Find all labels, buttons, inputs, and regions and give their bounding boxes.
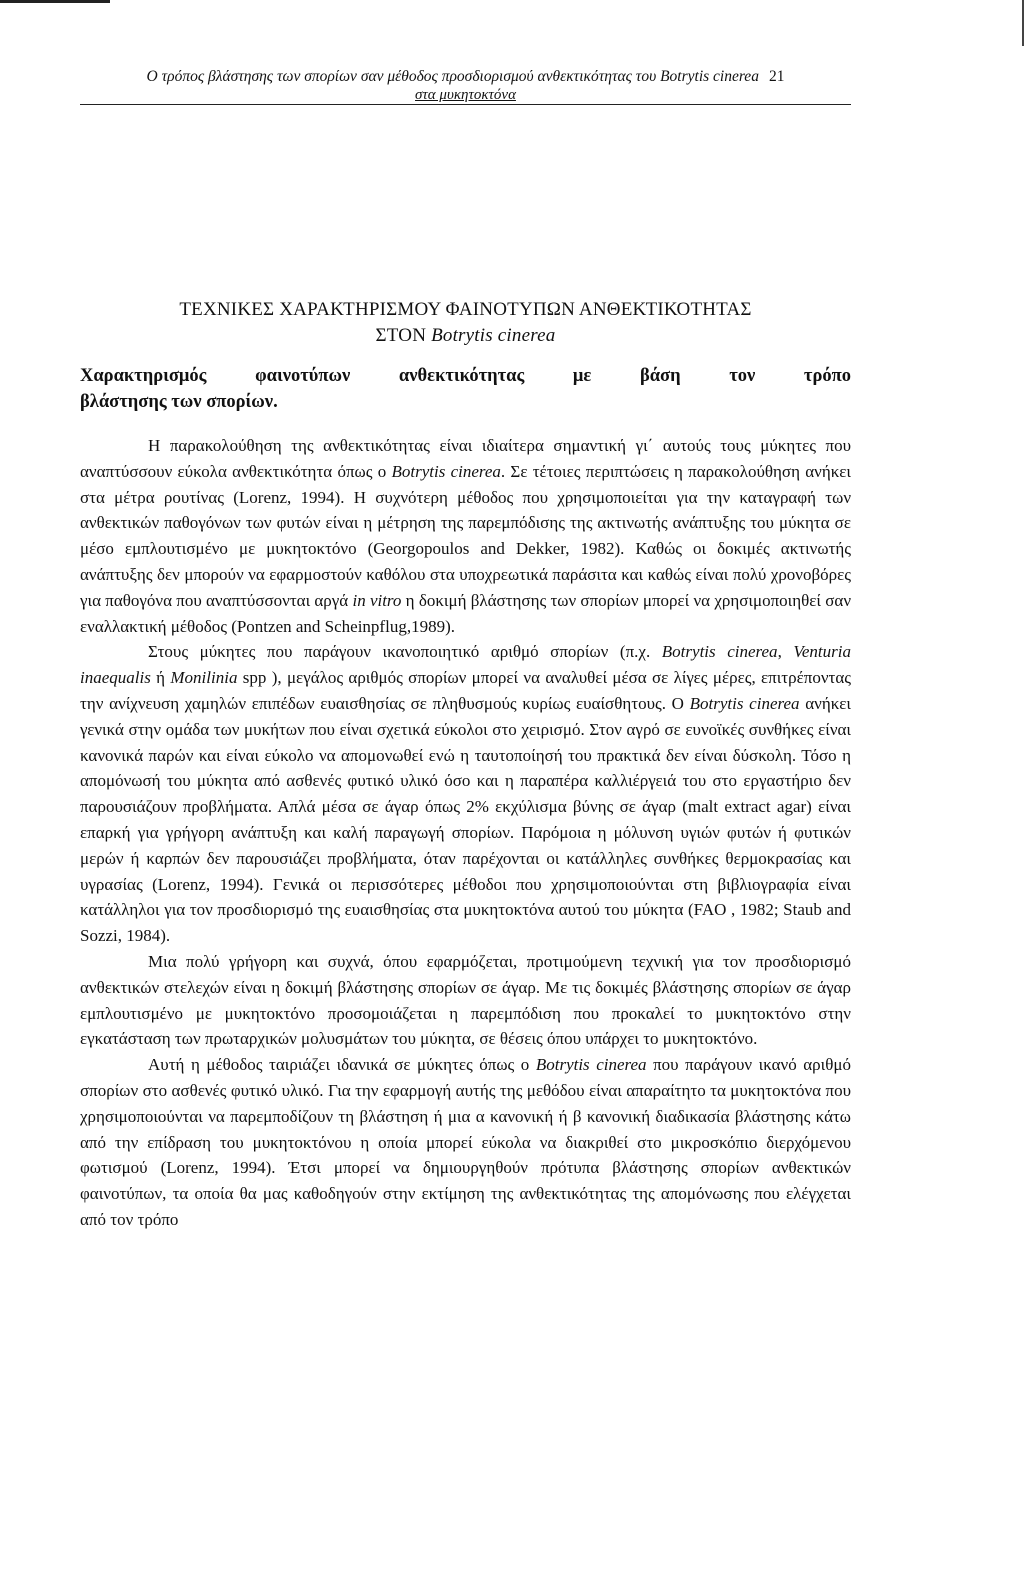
text-run: ή (150, 668, 171, 688)
running-head-title: Ο τρόπος βλάστησης των σπορίων σαν μέθοδος προσδιορισμού ανθεκτικότητας του Botrytis cinerea (146, 68, 759, 85)
text-run: που παράγουν ικανό αριθμό σπορίων στο ασθενές φυτικό υλικό. Για την εφαρμογή αυτής της μεθόδου είναι απαραίτητο τα μυκητοκτόνα που χρησιμοποιούνται να παρεμποδίζουν τη βλάστηση ή μια α κανονική ή β κανονική διαδικασία βλάστησης κάτω από την επίδραση του μυκητοκτόνου η οποία μπορεί εύκολα να διακριθεί στο μικροσκόπιο διερχόμενου φωτισμού (Lorenz, 1994). Έτσι μπορεί να δημιουργηθούν πρότυπα βλάστησης σπορίων ανθεκτικών φαινοτύπων, τα οποία θα μας καθοδηγούν στην εκτίμηση της ανθεκτικότητας της απομόνωσης που ελέγχεται από τον τρόπο (80, 1055, 851, 1229)
text-run: Μια πολύ γρήγορη και συχνά, όπου εφαρμόζεται, προτιμούμενη τεχνική για τον προσδιορισμό ανθεκτικών στελεχών είναι η δοκιμή βλάστησης σπορίων σε άγαρ. Με τις δοκιμές βλάστησης σπορίων σε άγαρ εμπλουτισμένο με μυκητοκτόνο προσομοιάζεται η παρεμπόδιση που προκαλεί το μυκητοκτόνο στην εγκατάσταση των πρωταρχικών μολυσμάτων του μύκητα, σε θέσεις όπου υπάρχει το μυκητοκτόνο. (80, 951, 851, 1049)
italic-term: Monilinia (170, 668, 238, 688)
text-run: Στους μύκητες που παράγουν ικανοποιητικό αριθμό σπορίων (π.χ. (148, 642, 662, 662)
section-title-species: Botrytis cinerea (431, 325, 556, 346)
text-run: ανήκει γενικά στην ομάδα των μυκήτων που είναι σχετικά εύκολοι στο χειρισμό. Στον αγρό σε ευνοϊκές συνθήκες είναι κανονικά παρών και είναι εύκολο να απομονωθεί ενώ η ταυτοποίησή του πρακτικά δεν είναι δύσκολη. Τόσο η απομόνωσή του μύκητα από ασθενές φυτικό υλικό όσο και η παραπέρα καλλιέργειά του στο εργαστήριο δεν παρουσιάζουν προβλήματα. Απλά μέσα σε άγαρ όπως 2% εκχύλισμα βύνης σε άγαρ (malt extract agar) είναι επαρκή για γρήγορη ανάπτυξη και καλή παραγωγή σπορίων. Παρόμοια η μόλυνση υγιών φυτών ή φυτικών μερών ή καρπών δεν παρουσιάζει προβλήματα, όταν παρέχονται οι κατάλληλες συνθήκες θερμοκρασίας και υγρασίας (Lorenz, 1994). Γενικά οι περισσότερες μέθοδοι που χρησιμοποιούνται στη βιβλιογραφία είναι κατάλληλοι για τον προσδιορισμό της ευαισθησίας στα μυκητοκτόνα αυτού του μύκητα (FAO , 1982; Staub and Sozzi, 1984). (80, 693, 851, 946)
italic-term: Botrytis cinerea (661, 642, 778, 662)
text-run: Αυτή η μέθοδος ταιριάζει ιδανικά σε μύκητες όπως ο (148, 1055, 536, 1075)
paragraph (80, 949, 851, 1052)
subsection-heading-line1: Χαρακτηρισμός φαινοτύπων ανθεκτικότητας με βάση τον τρόπο (80, 366, 851, 386)
text-run: . Σε τέτοιες περιπτώσεις η παρακολούθηση ανήκει στα μέτρα ρουτίνας (Lorenz, 1994). Η συχνότερη μέθοδος που χρησιμοποιείται για την καταγραφή των ανθεκτικών παθογόνων των φυτών είναι η μέτρηση της παρεμπόδισης της ακτινωτής ανάπτυξης του μύκητα σε μέσο εμπλουτισμένο με μυκητοκτόνο (Georgopoulos and Dekker, 1982). Καθώς οι δοκιμές ακτινωτής ανάπτυξης δεν μπορούν να εφαρμοστούν καθόλου στα υποχρεωτικά παράσιτα και καθώς είναι πολύ χρονοβόρες για παθογόνα που αναπτύσσονται αργά (80, 461, 851, 610)
section-title-prefix: ΣΤΟΝ (375, 325, 432, 346)
text-run: spp ), μεγάλος αριθμός σπορίων μπορεί να αναλυθεί μέσα σε λίγες μέρες, επιτρέποντας την ανίχνευση χαμηλών επιπέδων ευαισθησίας σε πληθυσμούς κυρίως ευαίσθητους. Ο (80, 668, 852, 713)
running-head (80, 68, 851, 104)
paragraph (80, 639, 851, 949)
subsection-heading-line2: βλάστησης των σπορίων. (80, 392, 278, 412)
italic-term: Botrytis cinerea (535, 1055, 647, 1075)
italic-term: Botrytis cinerea (689, 693, 800, 713)
text-run: Η παρακολούθηση της ανθεκτικότητας είναι ιδιαίτερα σημαντική γι΄ αυτούς τους μύκητες που αναπτύσσουν εύκολα ανθεκτικότητα όπως ο (80, 436, 851, 481)
paragraph (80, 1052, 851, 1233)
scan-corner-mark (0, 0, 110, 3)
body-text (80, 433, 851, 1233)
section-title-line1: ΤΕΧΝΙΚΕΣ ΧΑΡΑΚΤΗΡΙΣΜΟΥ ΦΑΙΝΟΤΥΠΩΝ ΑΝΘΕΚΤΙΚΟΤΗΤΑΣ (179, 299, 752, 320)
page-number: 21 (768, 68, 785, 85)
section-title-line2 (80, 323, 851, 349)
paragraph (80, 433, 851, 639)
running-head-title-cont: στα μυκητοκτόνα (415, 87, 516, 103)
document-page (80, 68, 851, 1233)
italic-term: in vitro (352, 590, 402, 610)
italic-term: Venturia inaequalis (80, 642, 851, 688)
subsection-heading (80, 363, 851, 415)
header-rule (80, 104, 851, 105)
text-run: η δοκιμή βλάστησης των σπορίων μπορεί να χρησιμοποιηθεί σαν εναλλακτική μέθοδος (Pontzen and Scheinpflug,1989). (80, 590, 852, 636)
text-run: , (777, 642, 794, 662)
italic-term: Botrytis cinerea (391, 461, 501, 481)
section-title (80, 297, 851, 349)
